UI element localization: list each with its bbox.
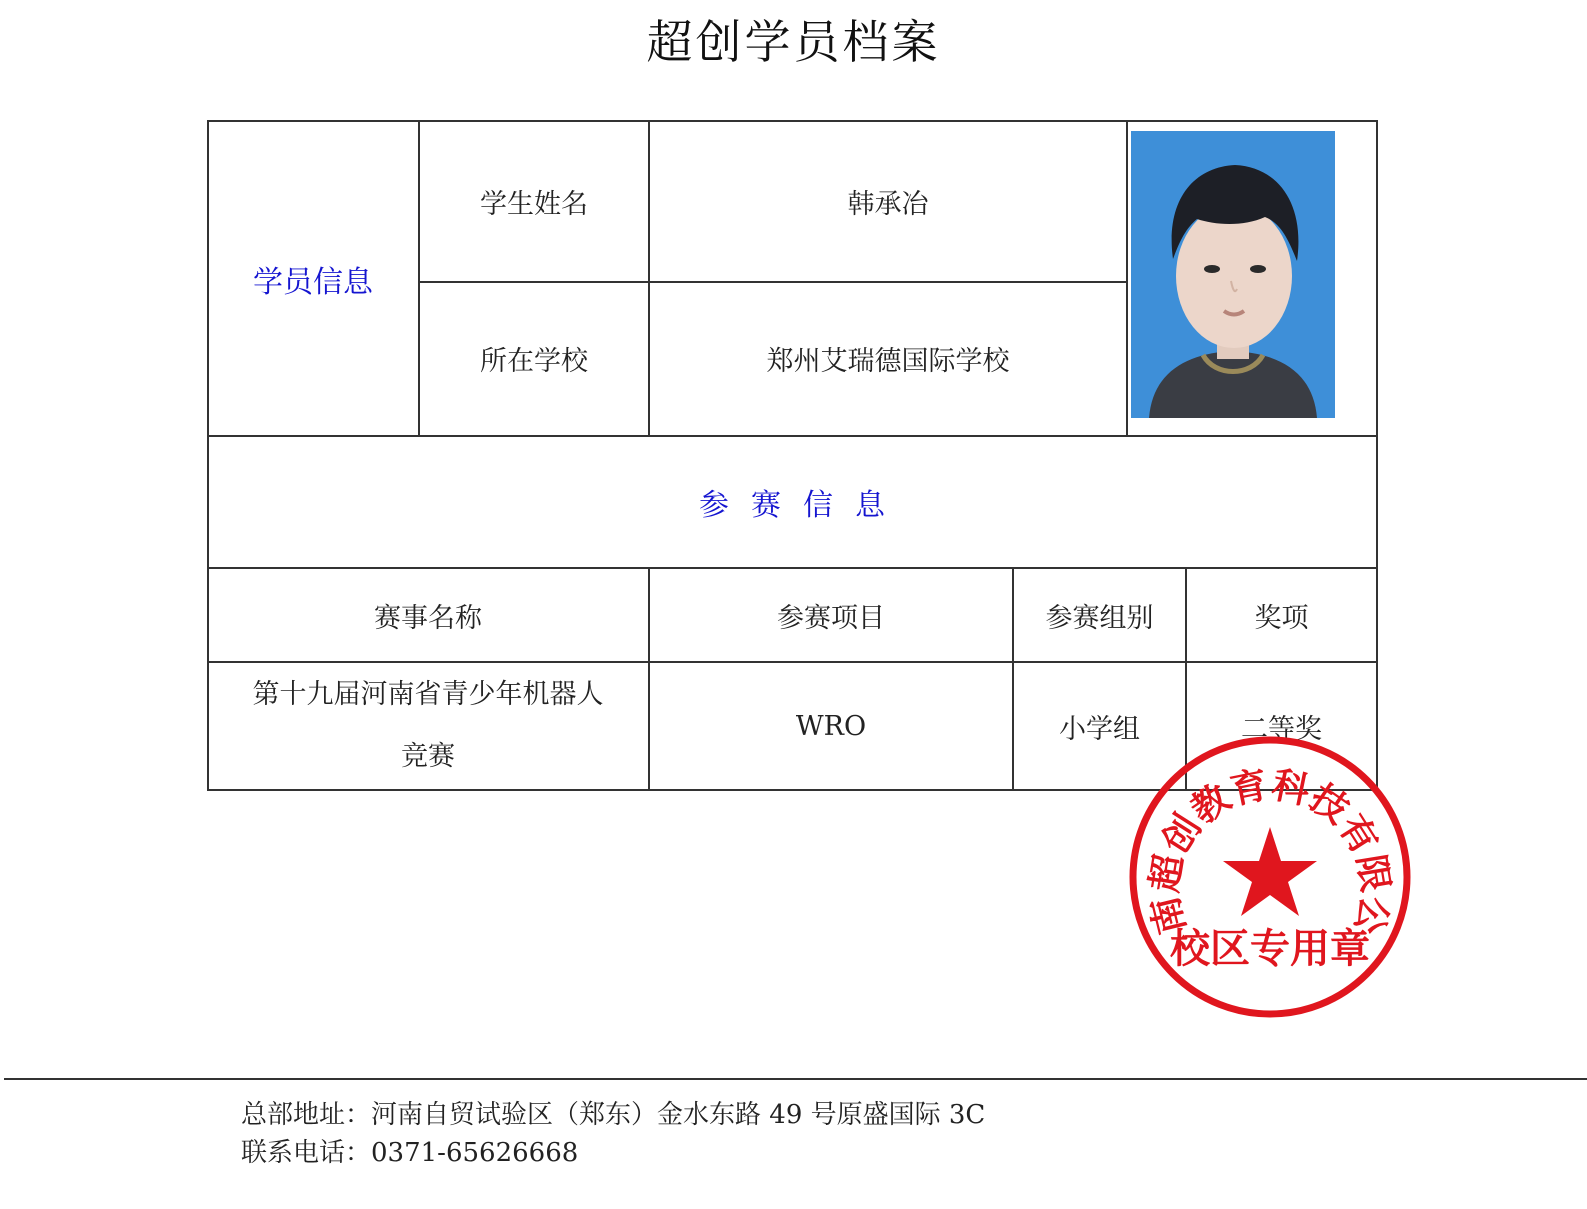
- award-cell: 二等奖: [1241, 713, 1322, 745]
- competition-info-label: [207, 436, 1377, 568]
- student-info-label: [207, 121, 419, 436]
- divider-student-section: [207, 435, 1377, 437]
- vline-student-label: [418, 120, 420, 436]
- table-border-top: [207, 120, 1377, 122]
- event-name-line-2: 竞赛: [401, 741, 455, 772]
- divider-competition-header: [207, 567, 1377, 569]
- school-label: 所在学校: [480, 346, 588, 377]
- phone-label: 联系电话：: [241, 1138, 372, 1168]
- divider-column-header: [207, 661, 1377, 663]
- address-label: 总部地址：: [241, 1100, 372, 1130]
- company-seal-graphic: [1120, 732, 1420, 1022]
- divider-name-school: [419, 281, 1127, 283]
- column-header-project: 参赛项目: [777, 602, 885, 634]
- group-cell: 小学组: [1059, 713, 1140, 745]
- phone-value: 0371-65626668: [371, 1138, 579, 1168]
- column-header-event: 赛事名称: [374, 602, 482, 634]
- company-seal: [1120, 732, 1420, 1022]
- footer-address: [241, 1094, 985, 1131]
- footer-divider: [4, 1078, 1587, 1080]
- student-photo: [1131, 131, 1335, 418]
- vline-field-label: [648, 120, 650, 436]
- event-name-cell: [207, 662, 649, 790]
- school-value: 郑州艾瑞德国际学校: [766, 346, 1010, 377]
- svg-text:河南超创教育科技有限公司: 南超创教育科技有限公: [1142, 763, 1398, 939]
- vline-photo: [1126, 120, 1128, 436]
- event-name-line-1: 第十九届河南省青少年机器人: [252, 679, 604, 710]
- student-name-value: 韩承冶: [847, 188, 929, 220]
- student-photo-illustration: [1131, 131, 1335, 418]
- table-border-right: [1376, 120, 1378, 791]
- vline-project: [1012, 567, 1014, 790]
- vline-event: [648, 567, 650, 790]
- footer-phone: [241, 1132, 578, 1169]
- student-info-label-text: 学员信息: [253, 264, 373, 300]
- student-name-label: 学生姓名: [480, 188, 588, 220]
- competition-info-label-text: 参赛信息: [699, 488, 907, 523]
- svg-text:校区专用章: 校区专用章: [1170, 926, 1370, 972]
- table-border-left: [207, 120, 209, 791]
- column-header-group: 参赛组别: [1045, 602, 1154, 634]
- document-title: 超创学员档案: [646, 15, 941, 69]
- column-header-award: 奖项: [1254, 602, 1309, 634]
- address-value: 河南自贸试验区（郑东）金水东路 49 号原盛国际 3C: [371, 1100, 986, 1130]
- project-cell: WRO: [795, 710, 867, 742]
